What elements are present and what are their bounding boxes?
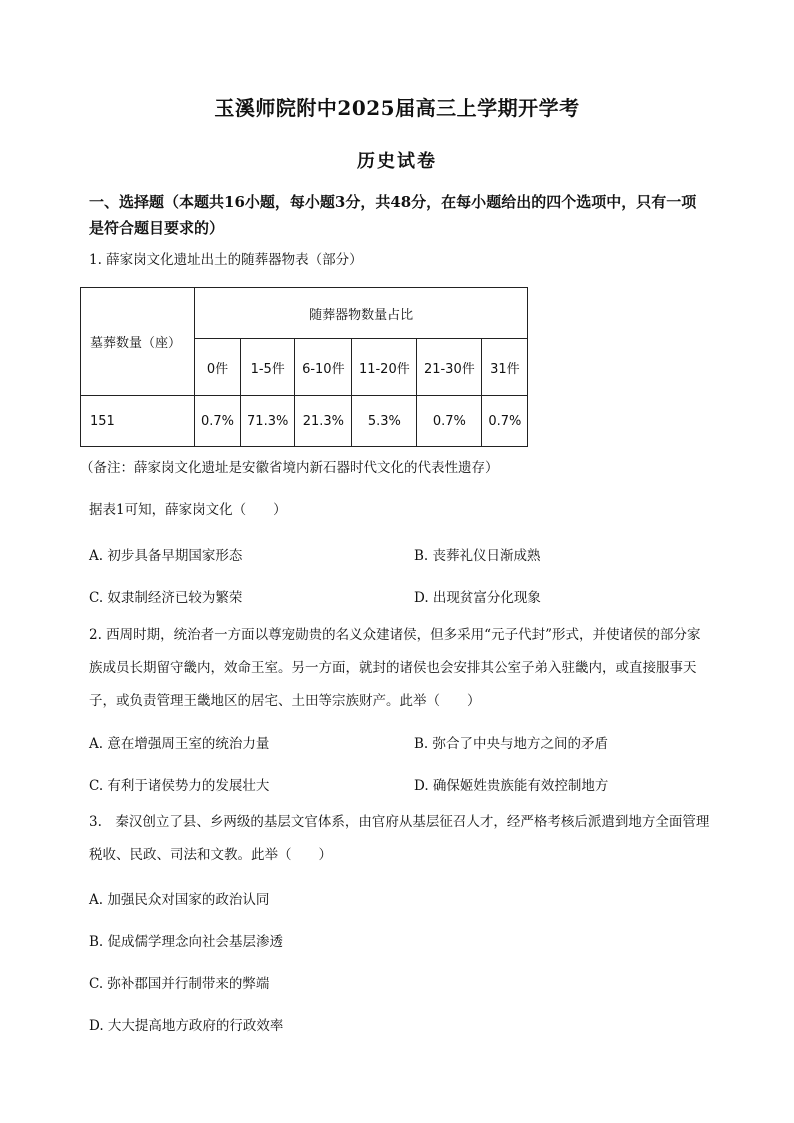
table-cell: 0.7% bbox=[482, 396, 528, 447]
table-group-header: 随葬器物数量占比 bbox=[195, 288, 528, 339]
q2-option-d[interactable]: D. 确保姬姓贵族能有效控制地方 bbox=[414, 778, 609, 794]
q3-option-a[interactable]: A. 加强民众对国家的政治认同 bbox=[89, 892, 270, 908]
question-2-stem: 2. 西周时期，统治者一方面以尊宠勋贵的名义众建诸侯，但多采用“元子代封”形式，并使诸侯的部分家族成员长期留守畿内，效命王室。另一方面，就封的诸侯也会安排其公室子弟入驻畿内，或直接服事天子，或负责管理王畿地区的居宅、土田等宗族财产。此举（ ） bbox=[89, 627, 701, 709]
q1-option-b[interactable]: B. 丧葬礼仪日渐成熟 bbox=[414, 548, 541, 564]
q2-option-c[interactable]: C. 有利于诸侯势力的发展壮大 bbox=[89, 778, 270, 794]
table-col-header: 11-20件 bbox=[352, 339, 417, 396]
table-col-header: 0件 bbox=[195, 339, 241, 396]
page-subtitle: 历史试卷 bbox=[357, 151, 437, 172]
table-row-header: 墓葬数量（座） bbox=[81, 288, 195, 396]
table-cell: 71.3% bbox=[241, 396, 295, 447]
q3-option-c[interactable]: C. 弥补郡国并行制带来的弊端 bbox=[89, 976, 270, 992]
table-cell-count: 151 bbox=[81, 396, 195, 447]
table-col-header: 6-10件 bbox=[295, 339, 352, 396]
table-col-header: 1-5件 bbox=[241, 339, 295, 396]
q2-option-b[interactable]: B. 弥合了中央与地方之间的矛盾 bbox=[414, 736, 609, 752]
question-3-stem: 3. 秦汉创立了县、乡两级的基层文官体系，由官府从基层征召人才，经严格考核后派遣到地方全面管理税收、民政、司法和文教。此举（ ） bbox=[89, 814, 710, 863]
burial-goods-table bbox=[80, 287, 528, 447]
q3-option-d[interactable]: D. 大大提高地方政府的行政效率 bbox=[89, 1018, 284, 1034]
question-1-stem: 1. 薛家岗文化遗址出土的随葬器物表（部分） bbox=[89, 252, 363, 268]
q2-option-a[interactable]: A. 意在增强周王室的统治力量 bbox=[89, 736, 270, 752]
table-cell: 0.7% bbox=[195, 396, 241, 447]
table-col-header: 21-30件 bbox=[417, 339, 482, 396]
q3-option-b[interactable]: B. 促成儒学理念向社会基层渗透 bbox=[89, 934, 284, 950]
table-cell: 21.3% bbox=[295, 396, 352, 447]
q1-option-d[interactable]: D. 出现贫富分化现象 bbox=[414, 590, 541, 606]
table-col-header: 31件 bbox=[482, 339, 528, 396]
page-title: 玉溪师院附中2025届高三上学期开学考 bbox=[214, 96, 580, 120]
table-note: （备注：薛家岗文化遗址是安徽省境内新石器时代文化的代表性遗存） bbox=[80, 460, 499, 476]
section-heading: 一、选择题（本题共16小题，每小题3分，共48分，在每小题给出的四个选项中，只有一项是符合题目要求的） bbox=[89, 193, 697, 237]
table-cell: 0.7% bbox=[417, 396, 482, 447]
q1-option-a[interactable]: A. 初步具备早期国家形态 bbox=[89, 548, 243, 564]
question-1-prompt: 据表1可知，薛家岗文化（ ） bbox=[89, 502, 287, 518]
q1-option-c[interactable]: C. 奴隶制经济已较为繁荣 bbox=[89, 590, 243, 606]
table-cell: 5.3% bbox=[352, 396, 417, 447]
